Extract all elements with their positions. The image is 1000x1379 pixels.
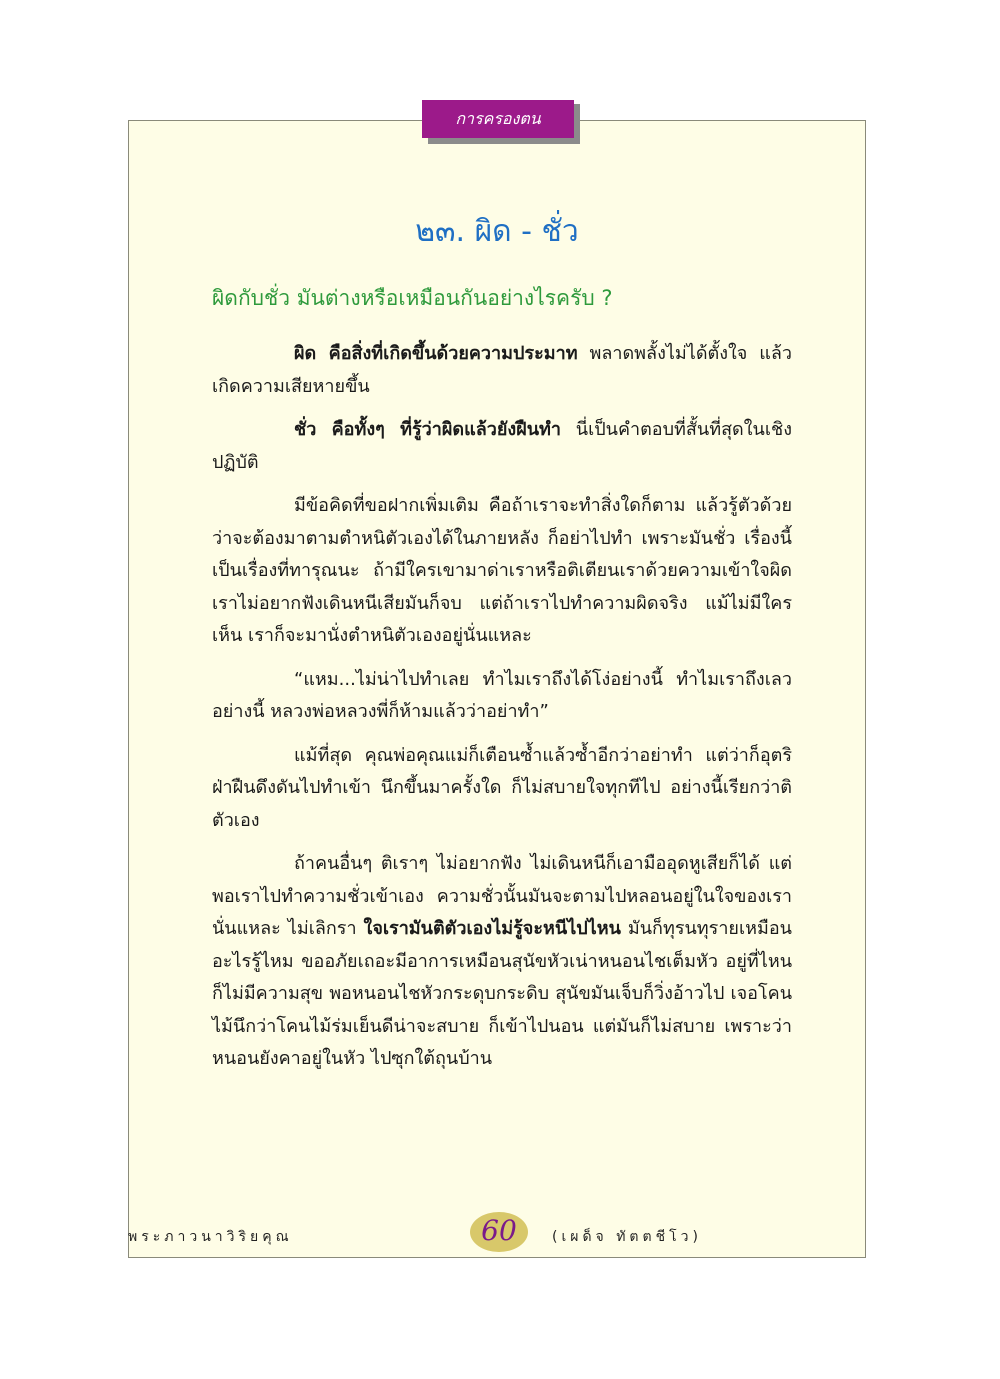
page-number: 60 bbox=[481, 1214, 517, 1247]
paragraph-5 bbox=[212, 740, 792, 838]
body-text bbox=[212, 338, 792, 1087]
paragraph-4 bbox=[212, 664, 792, 729]
paragraph-1-text: พลาดพลั้งไม่ได้ตั้งใจ แล้วเกิดความเสียหายขึ้น bbox=[212, 343, 792, 397]
paragraph-6-text-end: มันก็ทุรนทุรายเหมือนอะไรรู้ไหม ขออภัยเถอะมีอาการเหมือนสุนัขหัวเน่าหนอนไชเต็มหัว อยู่ที่ไหนก็ไม่มีความสุข พอหนอนไชหัวกระดุบกระดิบ สุนัขมันเจ็บก็วิ่งอ้าวไป เจอโคนไม้นึกว่าโคนไม้ร่มเย็นดีน่าจะสบาย ก็เข้าไปนอน แต่มันก็ไม่สบาย เพราะว่าหนอนยังคาอยู่ในหัว ไปซุกใต้ถุนบ้าน bbox=[212, 918, 792, 1069]
paragraph-2-bold: ชั่ว คือทั้งๆ ที่รู้ว่าผิดแล้วยังฝืนทำ bbox=[294, 419, 562, 440]
section-tab: การครองตน bbox=[422, 100, 574, 138]
paragraph-6-bold: ใจเรามันติตัวเองไม่รู้จะหนีไปไหน bbox=[363, 918, 621, 939]
question-heading: ผิดกับชั่ว มันต่างหรือเหมือนกันอย่างไรครับ ? bbox=[212, 286, 613, 310]
paragraph-3 bbox=[212, 490, 792, 653]
footer-author: พระภาวนาวิริยคุณ bbox=[128, 1229, 293, 1245]
paragraph-2-text: นี่เป็นคำตอบที่สั้นที่สุดในเชิงปฏิบัติ bbox=[212, 419, 792, 473]
paragraph-6 bbox=[212, 848, 792, 1076]
paragraph-4-text: “แหม...ไม่น่าไปทำเลย ทำไมเราถึงได้โง่อย่างนี้ ทำไมเราถึงเลวอย่างนี้ หลวงพ่อหลวงพี่ก็ห้ามแล้วว่าอย่าทำ” bbox=[212, 668, 792, 722]
paragraph-1 bbox=[212, 338, 792, 403]
paragraph-2 bbox=[212, 414, 792, 479]
paragraph-6-text: ถ้าคนอื่นๆ ติเราๆ ไม่อยากฟัง ไม่เดินหนีก็เอามืออุดหูเสียก็ได้ แต่พอเราไปทำความชั่วเข้าเอง ความชั่วนั้นมันจะตามไปหลอนอยู่ในใจของเรานั่นแหละ ไม่เลิกรา bbox=[212, 853, 792, 939]
paragraph-5-text: แม้ที่สุด คุณพ่อคุณแม่ก็เตือนซ้ำแล้วซ้ำอีกว่าอย่าทำ แต่ว่าก็อุตริฝ่าฝืนดึงดันไปทำเข้า นึกขึ้นมาครั้งใด ก็ไม่สบายใจทุกทีไป อย่างนี้เรียกว่าติตัวเอง bbox=[212, 744, 792, 831]
chapter-title: ๒๓. ผิด - ชั่ว bbox=[415, 214, 579, 249]
footer-author-name: (เผด็จ ทัตตชีโว) bbox=[552, 1229, 702, 1245]
paragraph-3-text: มีข้อคิดที่ขอฝากเพิ่มเติม คือถ้าเราจะทำสิ่งใดก็ตาม แล้วรู้ตัวด้วยว่าจะต้องมาตามตำหนิตัวเองได้ในภายหลัง ก็อย่าไปทำ เพราะมันชั่ว เรื่องนี้เป็นเรื่องที่ทารุณนะ ถ้ามีใครเขามาด่าเราหรือติเตียนเราด้วยความเข้าใจผิด เราไม่อยากฟังเดินหนีเสียมันก็จบ แต่ถ้าเราไปทำความผิดจริง แม้ไม่มีใครเห็น เราก็จะมานั่งตำหนิตัวเองอยู่นั่นแหละ bbox=[212, 495, 792, 646]
paragraph-1-bold: ผิด คือสิ่งที่เกิดขึ้นด้วยความประมาท bbox=[294, 343, 578, 364]
